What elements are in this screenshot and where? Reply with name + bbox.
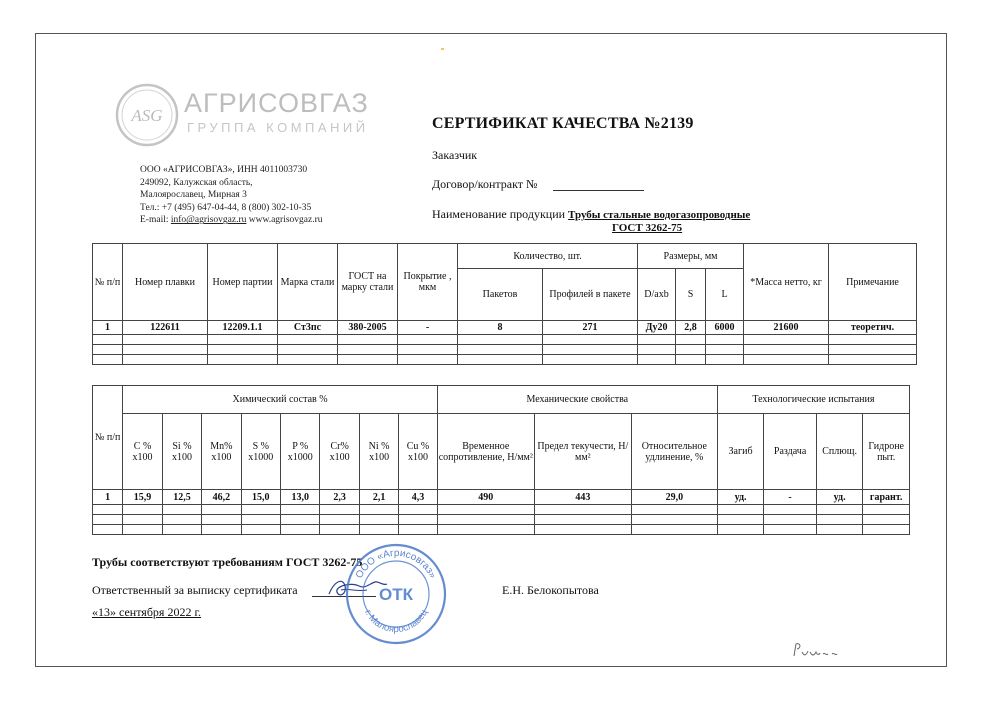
th2-cu: Cu % x100 [399, 414, 437, 490]
th-grade: Марка стали [278, 244, 338, 321]
cell2-flare: - [764, 490, 817, 505]
th-d: D/axb [638, 269, 676, 321]
cell2-hydro: гарант. [863, 490, 910, 505]
th-qty-group: Количество, шт. [458, 244, 638, 269]
product-table [92, 243, 917, 365]
th2-s: S % x1000 [241, 414, 280, 490]
th2-p: P % x1000 [281, 414, 320, 490]
website-link[interactable]: www.agrisovgaz.ru [246, 215, 323, 226]
th-heat: Номер плавки [123, 244, 208, 321]
company-line-2: 249092, Калужская область, [140, 177, 253, 188]
empty-row [93, 335, 917, 345]
cell-note: теоретич. [829, 321, 917, 335]
contract-number-blank [553, 190, 644, 191]
properties-table [92, 385, 910, 535]
th2-c: C % x100 [123, 414, 162, 490]
stamp-bottom-text: г. Малоярославец [362, 607, 430, 636]
logo-subtitle: ГРУППА КОМПАНИЙ [187, 120, 369, 135]
th2-elong: Относительное удлинение, % [631, 414, 717, 490]
cell2-num: 1 [93, 490, 123, 505]
email-link[interactable]: info@agrisovgaz.ru [170, 215, 247, 226]
cell2-tensile: 490 [437, 490, 534, 505]
cell2-cu: 4,3 [399, 490, 437, 505]
responsible-name: Е.Н. Белокопытова [502, 583, 599, 597]
cell2-yield: 443 [534, 490, 631, 505]
cell-profiles: 271 [543, 321, 638, 335]
product-gost: ГОСТ 3262-75 [612, 222, 683, 234]
cell-num: 1 [93, 321, 123, 335]
company-contacts [140, 214, 323, 227]
th2-tech-group: Технологические испытания [717, 386, 909, 414]
cell-gost: 380-2005 [338, 321, 398, 335]
logo-monogram: ASG [131, 106, 163, 125]
cell-s: 2,8 [676, 321, 706, 335]
th2-cr: Cr% x100 [320, 414, 359, 490]
cell-heat: 122611 [123, 321, 208, 335]
empty-row [93, 345, 917, 355]
cell2-flatten: уд. [816, 490, 863, 505]
cell2-p: 13,0 [281, 490, 320, 505]
cell-d: Ду20 [638, 321, 676, 335]
certificate-title: СЕРТИФИКАТ КАЧЕСТВА №2139 [432, 115, 694, 132]
cell2-ni: 2,1 [359, 490, 398, 505]
th2-yield: Предел текучести, Н/мм² [534, 414, 631, 490]
th-profiles: Профилей в пакете [543, 269, 638, 321]
customer-label: Заказчик [432, 148, 478, 162]
th2-mech-group: Механические свойства [437, 386, 717, 414]
otk-stamp-icon [344, 542, 448, 646]
empty-row [93, 505, 910, 515]
product-line [432, 207, 750, 222]
company-line-1: ООО «АГРИСОВГАЗ», ИНН 4011003730 [140, 165, 308, 175]
th-note: Примечание [829, 244, 917, 321]
empty-row [93, 515, 910, 525]
cell2-si: 12,5 [162, 490, 201, 505]
th2-ni: Ni % x100 [359, 414, 398, 490]
th2-chem-group: Химический состав % [123, 386, 437, 414]
th-gost: ГОСТ на марку стали [338, 244, 398, 321]
logo-company-name: АГРИСОВГАЗ [184, 88, 369, 118]
scan-speck [441, 48, 444, 50]
th2-num: № п/п [93, 386, 123, 490]
product-name: Трубы стальные водогазопроводные [568, 209, 751, 221]
th2-tensile: Временное сопротивление, Н/мм² [437, 414, 534, 490]
cell-l: 6000 [706, 321, 744, 335]
cell-batch: 12209.1.1 [208, 321, 278, 335]
th-l: L [706, 269, 744, 321]
stamp-top-text: ООО «Агрисовгаз» [353, 547, 439, 581]
svg-text:ООО «Агрисовгаз» [354, 548, 438, 581]
cell2-cr: 2,3 [320, 490, 359, 505]
th-dims-group: Размеры, мм [638, 244, 744, 269]
cell2-c: 15,9 [123, 490, 162, 505]
th-num: № п/п [93, 244, 123, 321]
company-details [140, 164, 323, 227]
th2-si: Si % x100 [162, 414, 201, 490]
th2-flatten: Сплющ. [816, 414, 863, 490]
cell-packs: 8 [458, 321, 543, 335]
cell2-bend: уд. [717, 490, 764, 505]
conformity-statement: Трубы соответствуют требованиям ГОСТ 3262-75 [92, 555, 363, 569]
company-line-3: Малоярославец, Мирная 3 [140, 190, 247, 201]
table-row [93, 321, 917, 335]
th2-hydro: Гидроне пыт. [863, 414, 910, 490]
th-mass: *Масса нетто, кг [744, 244, 829, 321]
cell2-mn: 46,2 [202, 490, 241, 505]
svg-text:г. Малоярославец [362, 607, 430, 635]
empty-row [93, 355, 917, 365]
email-label: E-mail: [140, 215, 171, 226]
th-batch: Номер партии [208, 244, 278, 321]
cell-mass: 21600 [744, 321, 829, 335]
stamp-center-text: ОТК [379, 585, 413, 604]
company-line-4: Тел.: +7 (495) 647-04-44, 8 (800) 302-10-35 [140, 202, 312, 213]
th2-bend: Загиб [717, 414, 764, 490]
contract-label: Договор/контракт № [432, 177, 538, 191]
th2-flare: Раздача [764, 414, 817, 490]
th-coating: Покрытие , мкм [398, 244, 458, 321]
responsible-label: Ответственный за выписку сертификата [92, 583, 298, 597]
product-label: Наименование продукции [432, 207, 569, 221]
margin-scribble-icon [792, 640, 852, 660]
issue-date: «13» сентября 2022 г. [92, 605, 202, 619]
cell2-s: 15,0 [241, 490, 280, 505]
company-logo-icon [115, 83, 179, 147]
th-s: S [676, 269, 706, 321]
cell2-elong: 29,0 [631, 490, 717, 505]
cell-coating: - [398, 321, 458, 335]
table-row [93, 490, 910, 505]
empty-row [93, 525, 910, 535]
th2-mn: Mn% x100 [202, 414, 241, 490]
th-packs: Пакетов [458, 269, 543, 321]
cell-grade: Ст3пс [278, 321, 338, 335]
